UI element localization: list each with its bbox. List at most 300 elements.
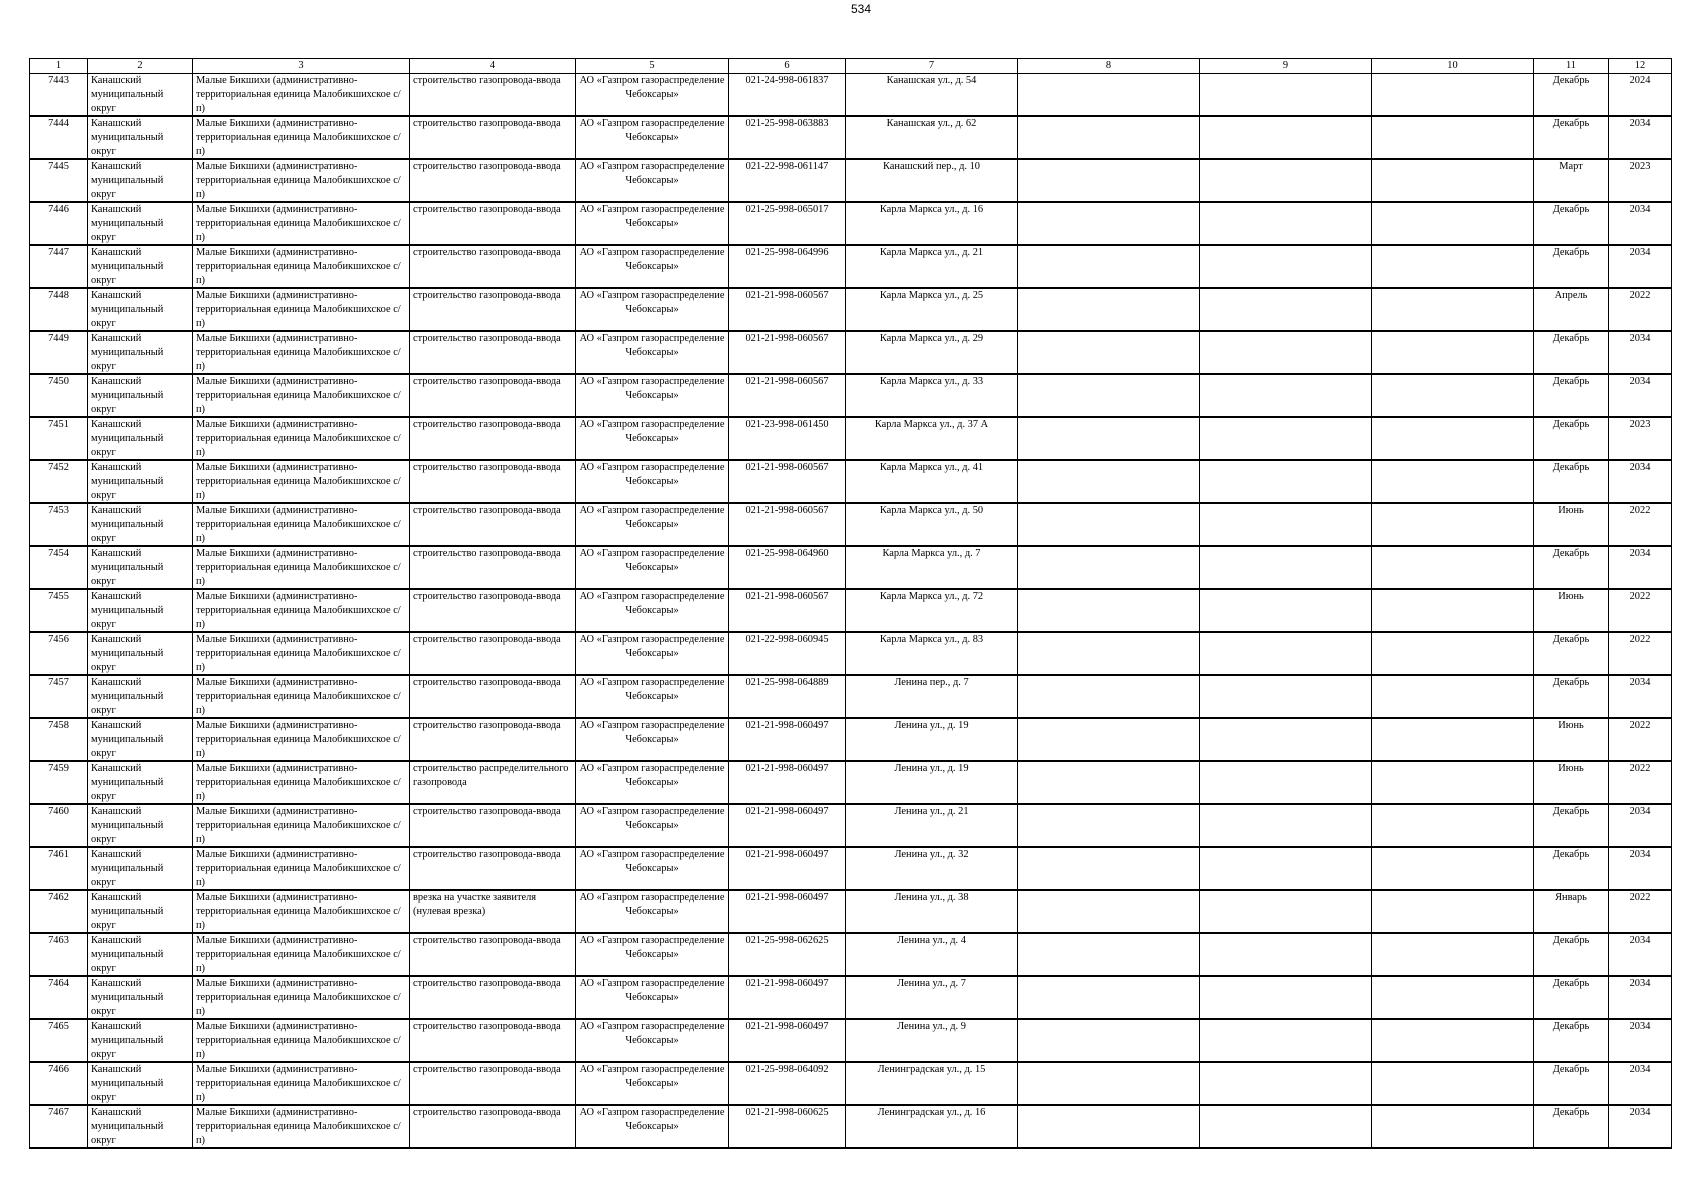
table-cell-col-3 xyxy=(193,1105,410,1148)
cell-text: 021-21-998-060497 xyxy=(745,978,829,989)
table-cell-col-5 xyxy=(576,718,729,761)
table-cell-col-9 xyxy=(1200,761,1372,804)
table-cell-col-12 xyxy=(1609,1019,1672,1062)
table-cell-col-2 xyxy=(88,976,193,1019)
table-cell-col-11 xyxy=(1534,245,1609,288)
cell-text: АО «Газпром газораспределение Чебоксары» xyxy=(579,1064,725,1089)
table-cell-col-9 xyxy=(1200,1105,1372,1148)
cell-text: Карла Маркса ул., д. 37 А xyxy=(874,419,989,430)
table-cell-col-6 xyxy=(729,632,846,675)
table-cell-col-4 xyxy=(410,245,576,288)
cell-text xyxy=(1375,590,1530,631)
page-number: 534 xyxy=(850,2,872,16)
cell-text: 021-25-998-064960 xyxy=(745,548,829,559)
table-cell-col-11 xyxy=(1534,546,1609,589)
cell-text: Декабрь xyxy=(1552,634,1590,645)
cell-text xyxy=(1203,1106,1368,1147)
table-cell-col-1 xyxy=(30,761,88,804)
table-cell-col-3 xyxy=(193,890,410,933)
table-cell-col-7 xyxy=(846,1062,1018,1105)
table-cell-col-7 xyxy=(846,74,1018,117)
table-cell-col-10 xyxy=(1372,1105,1534,1148)
table-cell-col-2 xyxy=(88,417,193,460)
table-cell-col-6 xyxy=(729,116,846,159)
table-cell-col-6 xyxy=(729,933,846,976)
cell-text xyxy=(1203,74,1368,115)
cell-text: 2022 xyxy=(1629,290,1651,301)
column-header-10: 10 xyxy=(1372,59,1534,74)
table-cell-col-11 xyxy=(1534,116,1609,159)
cell-text xyxy=(1203,1063,1368,1104)
cell-text: Малые Бикшихи (административно-территориальная единица Малобикшихское с/п) xyxy=(196,247,401,286)
table-cell-col-7 xyxy=(846,761,1018,804)
cell-text: АО «Газпром газораспределение Чебоксары» xyxy=(579,806,725,831)
table-cell-col-8 xyxy=(1018,718,1200,761)
cell-text: Малые Бикшихи (административно-территориальная единица Малобикшихское с/п) xyxy=(196,75,401,114)
table-cell-col-12 xyxy=(1609,976,1672,1019)
table-cell-col-9 xyxy=(1200,159,1372,202)
cell-text: Декабрь xyxy=(1552,548,1590,559)
cell-text: Июнь xyxy=(1558,505,1584,516)
cell-text: строительство газопровода-ввода xyxy=(413,505,561,516)
cell-text xyxy=(1021,934,1196,975)
cell-text xyxy=(1375,891,1530,932)
cell-text: Малые Бикшихи (административно-территориальная единица Малобикшихское с/п) xyxy=(196,505,401,544)
table-cell-col-5 xyxy=(576,1105,729,1148)
cell-text: Канашский муниципальный округ xyxy=(91,419,164,458)
cell-text: 7450 xyxy=(48,376,69,387)
table-cell-col-3 xyxy=(193,331,410,374)
table-cell-col-6 xyxy=(729,460,846,503)
table-cell-col-8 xyxy=(1018,374,1200,417)
cell-text: строительство газопровода-ввода xyxy=(413,935,561,946)
cell-text: 7444 xyxy=(48,118,69,129)
cell-text: Канашский муниципальный округ xyxy=(91,1107,164,1146)
cell-text xyxy=(1021,461,1196,502)
table-row xyxy=(30,1019,1672,1062)
cell-text: Малые Бикшихи (административно-территориальная единица Малобикшихское с/п) xyxy=(196,161,401,200)
table-cell-col-10 xyxy=(1372,847,1534,890)
table-cell-col-2 xyxy=(88,546,193,589)
table-cell-col-5 xyxy=(576,116,729,159)
table-cell-col-9 xyxy=(1200,675,1372,718)
cell-text: 2034 xyxy=(1629,849,1651,860)
cell-text: 021-21-998-060567 xyxy=(745,505,829,516)
table-cell-col-10 xyxy=(1372,116,1534,159)
cell-text: Карла Маркса ул., д. 33 xyxy=(879,376,984,387)
cell-text: Малые Бикшихи (административно-территориальная единица Малобикшихское с/п) xyxy=(196,677,401,716)
table-cell-col-12 xyxy=(1609,890,1672,933)
cell-text xyxy=(1021,590,1196,631)
cell-text: 021-23-998-061450 xyxy=(745,419,829,430)
cell-text xyxy=(1375,805,1530,846)
table-cell-col-10 xyxy=(1372,976,1534,1019)
table-row xyxy=(30,933,1672,976)
cell-text: Канашский муниципальный округ xyxy=(91,1064,164,1103)
table-cell-col-2 xyxy=(88,288,193,331)
cell-text: 021-21-998-060625 xyxy=(745,1107,829,1118)
table-cell-col-5 xyxy=(576,546,729,589)
cell-text: Карла Маркса ул., д. 25 xyxy=(879,290,984,301)
cell-text: АО «Газпром газораспределение Чебоксары» xyxy=(579,720,725,745)
table-cell-col-2 xyxy=(88,1019,193,1062)
table-cell-col-9 xyxy=(1200,116,1372,159)
cell-text: 021-21-998-060497 xyxy=(745,849,829,860)
table-cell-col-7 xyxy=(846,933,1018,976)
cell-text: Канашский муниципальный округ xyxy=(91,290,164,329)
table-cell-col-6 xyxy=(729,331,846,374)
table-cell-col-4 xyxy=(410,589,576,632)
table-cell-col-11 xyxy=(1534,460,1609,503)
cell-text: 2024 xyxy=(1629,75,1651,86)
cell-text: Малые Бикшихи (административно-территориальная единица Малобикшихское с/п) xyxy=(196,591,401,630)
table-cell-col-9 xyxy=(1200,933,1372,976)
table-cell-col-1 xyxy=(30,460,88,503)
cell-text: 7457 xyxy=(48,677,69,688)
cell-text: 021-21-998-060567 xyxy=(745,376,829,387)
table-cell-col-10 xyxy=(1372,890,1534,933)
column-header-6: 6 xyxy=(729,59,846,74)
cell-text: 7445 xyxy=(48,161,69,172)
cell-text: Канашский муниципальный округ xyxy=(91,505,164,544)
cell-text: 021-25-998-062625 xyxy=(745,935,829,946)
table-cell-col-8 xyxy=(1018,1105,1200,1148)
table-cell-col-11 xyxy=(1534,1062,1609,1105)
cell-text: строительство газопровода-ввода xyxy=(413,247,561,258)
cell-text xyxy=(1375,547,1530,588)
table-cell-col-2 xyxy=(88,847,193,890)
cell-text: Канашский муниципальный округ xyxy=(91,75,164,114)
cell-text xyxy=(1203,203,1368,244)
column-header-1: 1 xyxy=(30,59,88,74)
table-cell-col-3 xyxy=(193,804,410,847)
table-cell-col-1 xyxy=(30,890,88,933)
table-cell-col-2 xyxy=(88,1105,193,1148)
cell-text: Малые Бикшихи (административно-территориальная единица Малобикшихское с/п) xyxy=(196,634,401,673)
table-cell-col-3 xyxy=(193,761,410,804)
cell-text: 2034 xyxy=(1629,806,1651,817)
column-header-4: 4 xyxy=(410,59,576,74)
cell-text: 021-21-998-060497 xyxy=(745,892,829,903)
table-cell-col-12 xyxy=(1609,1105,1672,1148)
column-header-7: 7 xyxy=(846,59,1018,74)
table-cell-col-2 xyxy=(88,245,193,288)
table-cell-col-1 xyxy=(30,718,88,761)
cell-text xyxy=(1375,762,1530,803)
cell-text: 2034 xyxy=(1629,204,1651,215)
table-row xyxy=(30,804,1672,847)
cell-text: АО «Газпром газораспределение Чебоксары» xyxy=(579,634,725,659)
table-cell-col-12 xyxy=(1609,933,1672,976)
table-row xyxy=(30,890,1672,933)
table-row xyxy=(30,159,1672,202)
table-cell-col-7 xyxy=(846,804,1018,847)
table-cell-col-4 xyxy=(410,202,576,245)
cell-text: Канашский пер., д. 10 xyxy=(883,161,980,172)
cell-text: 7443 xyxy=(48,75,69,86)
table-cell-col-8 xyxy=(1018,546,1200,589)
table-cell-col-7 xyxy=(846,632,1018,675)
table-cell-col-6 xyxy=(729,1062,846,1105)
table-cell-col-8 xyxy=(1018,503,1200,546)
cell-text xyxy=(1375,504,1530,545)
table-cell-col-9 xyxy=(1200,890,1372,933)
cell-text: АО «Газпром газораспределение Чебоксары» xyxy=(579,161,725,186)
cell-text: Канашский муниципальный округ xyxy=(91,333,164,372)
table-row xyxy=(30,675,1672,718)
table-cell-col-7 xyxy=(846,718,1018,761)
table-cell-col-4 xyxy=(410,546,576,589)
cell-text xyxy=(1375,246,1530,287)
table-cell-col-3 xyxy=(193,847,410,890)
cell-text: Декабрь xyxy=(1552,247,1590,258)
table-cell-col-10 xyxy=(1372,288,1534,331)
table-cell-col-5 xyxy=(576,632,729,675)
table-cell-col-5 xyxy=(576,1062,729,1105)
table-cell-col-2 xyxy=(88,718,193,761)
table-cell-col-7 xyxy=(846,331,1018,374)
table-cell-col-5 xyxy=(576,890,729,933)
cell-text: 7448 xyxy=(48,290,69,301)
table-cell-col-5 xyxy=(576,74,729,117)
table-row xyxy=(30,74,1672,117)
table-cell-col-10 xyxy=(1372,632,1534,675)
cell-text: 021-22-998-061147 xyxy=(745,161,829,172)
table-cell-col-5 xyxy=(576,675,729,718)
cell-text xyxy=(1203,762,1368,803)
cell-text: Декабрь xyxy=(1552,806,1590,817)
table-cell-col-3 xyxy=(193,976,410,1019)
table-cell-col-4 xyxy=(410,933,576,976)
cell-text: строительство газопровода-ввода xyxy=(413,634,561,645)
table-cell-col-10 xyxy=(1372,1019,1534,1062)
table-cell-col-3 xyxy=(193,1062,410,1105)
cell-text: Карла Маркса ул., д. 7 xyxy=(882,548,981,559)
cell-text: строительство газопровода-ввода xyxy=(413,376,561,387)
table-cell-col-4 xyxy=(410,460,576,503)
table-row xyxy=(30,503,1672,546)
cell-text: строительство газопровода-ввода xyxy=(413,462,561,473)
table-cell-col-4 xyxy=(410,503,576,546)
cell-text xyxy=(1203,934,1368,975)
table-cell-col-5 xyxy=(576,374,729,417)
table-cell-col-10 xyxy=(1372,159,1534,202)
table-cell-col-6 xyxy=(729,503,846,546)
table-cell-col-2 xyxy=(88,159,193,202)
cell-text: Карла Маркса ул., д. 41 xyxy=(879,462,984,473)
cell-text: строительство газопровода-ввода xyxy=(413,849,561,860)
cell-text: строительство газопровода-ввода xyxy=(413,419,561,430)
cell-text: строительство газопровода-ввода xyxy=(413,290,561,301)
cell-text: Декабрь xyxy=(1552,75,1590,86)
table-cell-col-6 xyxy=(729,74,846,117)
table-cell-col-5 xyxy=(576,503,729,546)
cell-text xyxy=(1021,74,1196,115)
cell-text: 7465 xyxy=(48,1021,69,1032)
cell-text: 7459 xyxy=(48,763,69,774)
cell-text xyxy=(1021,160,1196,201)
cell-text: 2034 xyxy=(1629,118,1651,129)
cell-text xyxy=(1375,719,1530,760)
table-cell-col-4 xyxy=(410,374,576,417)
cell-text: строительство газопровода-ввода xyxy=(413,591,561,602)
cell-text: 2022 xyxy=(1629,892,1651,903)
table-cell-col-9 xyxy=(1200,74,1372,117)
cell-text: АО «Газпром газораспределение Чебоксары» xyxy=(579,247,725,272)
cell-text: АО «Газпром газораспределение Чебоксары» xyxy=(579,892,725,917)
cell-text xyxy=(1021,977,1196,1018)
table-cell-col-8 xyxy=(1018,675,1200,718)
table-body xyxy=(30,74,1672,1149)
cell-text: Ленина пер., д. 7 xyxy=(894,677,969,688)
table-cell-col-4 xyxy=(410,417,576,460)
table-cell-col-2 xyxy=(88,632,193,675)
table-cell-col-6 xyxy=(729,1019,846,1062)
cell-text: Декабрь xyxy=(1552,1064,1590,1075)
cell-text: Малые Бикшихи (административно-территориальная единица Малобикшихское с/п) xyxy=(196,118,401,157)
cell-text xyxy=(1203,590,1368,631)
cell-text xyxy=(1021,547,1196,588)
table-cell-col-11 xyxy=(1534,589,1609,632)
table-cell-col-11 xyxy=(1534,1019,1609,1062)
table-cell-col-12 xyxy=(1609,804,1672,847)
table-row xyxy=(30,245,1672,288)
cell-text: Ленина ул., д. 7 xyxy=(897,978,966,989)
cell-text xyxy=(1375,332,1530,373)
table-cell-col-5 xyxy=(576,460,729,503)
table-cell-col-12 xyxy=(1609,546,1672,589)
table-cell-col-5 xyxy=(576,417,729,460)
cell-text: АО «Газпром газораспределение Чебоксары» xyxy=(579,677,725,702)
cell-text xyxy=(1203,1020,1368,1061)
table-cell-col-8 xyxy=(1018,804,1200,847)
table-cell-col-3 xyxy=(193,503,410,546)
cell-text: 7467 xyxy=(48,1107,69,1118)
cell-text: Канашский муниципальный округ xyxy=(91,935,164,974)
cell-text: Канашский муниципальный округ xyxy=(91,247,164,286)
table-cell-col-1 xyxy=(30,589,88,632)
table-cell-col-7 xyxy=(846,976,1018,1019)
table-cell-col-3 xyxy=(193,116,410,159)
table-cell-col-4 xyxy=(410,288,576,331)
table-cell-col-7 xyxy=(846,417,1018,460)
cell-text: строительство газопровода-ввода xyxy=(413,720,561,731)
cell-text xyxy=(1203,805,1368,846)
cell-text xyxy=(1375,934,1530,975)
cell-text: Канашский муниципальный округ xyxy=(91,1021,164,1060)
table-cell-col-2 xyxy=(88,890,193,933)
cell-text: Апрель xyxy=(1554,290,1588,301)
cell-text xyxy=(1375,676,1530,717)
cell-text: 021-21-998-060567 xyxy=(745,591,829,602)
table-cell-col-7 xyxy=(846,1105,1018,1148)
column-header-9: 9 xyxy=(1200,59,1372,74)
table-cell-col-9 xyxy=(1200,288,1372,331)
cell-text: Малые Бикшихи (административно-территориальная единица Малобикшихское с/п) xyxy=(196,333,401,372)
table-cell-col-11 xyxy=(1534,417,1609,460)
cell-text: Малые Бикшихи (административно-территориальная единица Малобикшихское с/п) xyxy=(196,806,401,845)
table-cell-col-8 xyxy=(1018,761,1200,804)
table-cell-col-12 xyxy=(1609,331,1672,374)
cell-text: 2022 xyxy=(1629,505,1651,516)
cell-text: Ленина ул., д. 21 xyxy=(894,806,969,817)
table-cell-col-6 xyxy=(729,374,846,417)
table-cell-col-11 xyxy=(1534,675,1609,718)
cell-text: 021-21-998-060497 xyxy=(745,1021,829,1032)
cell-text: Декабрь xyxy=(1552,1107,1590,1118)
cell-text: 7451 xyxy=(48,419,69,430)
table-row xyxy=(30,288,1672,331)
table-cell-col-4 xyxy=(410,632,576,675)
table-cell-col-6 xyxy=(729,159,846,202)
table-cell-col-8 xyxy=(1018,245,1200,288)
table-cell-col-9 xyxy=(1200,546,1372,589)
cell-text xyxy=(1021,332,1196,373)
table-cell-col-6 xyxy=(729,675,846,718)
table-cell-col-7 xyxy=(846,159,1018,202)
cell-text: 7461 xyxy=(48,849,69,860)
cell-text: Канашский муниципальный округ xyxy=(91,677,164,716)
table-cell-col-12 xyxy=(1609,116,1672,159)
cell-text: Малые Бикшихи (административно-территориальная единица Малобикшихское с/п) xyxy=(196,462,401,501)
cell-text xyxy=(1375,74,1530,115)
table-cell-col-4 xyxy=(410,74,576,117)
table-cell-col-3 xyxy=(193,589,410,632)
cell-text: 7454 xyxy=(48,548,69,559)
cell-text xyxy=(1021,676,1196,717)
table-cell-col-2 xyxy=(88,761,193,804)
cell-text: Малые Бикшихи (административно-территориальная единица Малобикшихское с/п) xyxy=(196,978,401,1017)
cell-text: 2034 xyxy=(1629,376,1651,387)
cell-text: АО «Газпром газораспределение Чебоксары» xyxy=(579,591,725,616)
column-header-5: 5 xyxy=(576,59,729,74)
cell-text: 7449 xyxy=(48,333,69,344)
table-cell-col-8 xyxy=(1018,1062,1200,1105)
cell-text: АО «Газпром газораспределение Чебоксары» xyxy=(579,419,725,444)
cell-text: Малые Бикшихи (административно-территориальная единица Малобикшихское с/п) xyxy=(196,1021,401,1060)
cell-text xyxy=(1375,848,1530,889)
table-cell-col-2 xyxy=(88,202,193,245)
cell-text: строительство газопровода-ввода xyxy=(413,1064,561,1075)
cell-text xyxy=(1203,117,1368,158)
table-cell-col-10 xyxy=(1372,761,1534,804)
cell-text: 7462 xyxy=(48,892,69,903)
table-cell-col-11 xyxy=(1534,804,1609,847)
cell-text: 2022 xyxy=(1629,720,1651,731)
cell-text: Июнь xyxy=(1558,720,1584,731)
table-cell-col-4 xyxy=(410,1019,576,1062)
table-cell-col-6 xyxy=(729,288,846,331)
cell-text: 7446 xyxy=(48,204,69,215)
cell-text xyxy=(1203,504,1368,545)
table-cell-col-10 xyxy=(1372,933,1534,976)
cell-text: 2034 xyxy=(1629,333,1651,344)
table-cell-col-8 xyxy=(1018,159,1200,202)
cell-text: Ленинградская ул., д. 15 xyxy=(877,1064,986,1075)
table-cell-col-11 xyxy=(1534,976,1609,1019)
table-cell-col-9 xyxy=(1200,718,1372,761)
table-cell-col-5 xyxy=(576,1019,729,1062)
table-cell-col-11 xyxy=(1534,761,1609,804)
table-cell-col-5 xyxy=(576,245,729,288)
cell-text: строительство газопровода-ввода xyxy=(413,1107,561,1118)
cell-text: 7464 xyxy=(48,978,69,989)
cell-text: Малые Бикшихи (административно-территориальная единица Малобикшихское с/п) xyxy=(196,849,401,888)
table-cell-col-6 xyxy=(729,417,846,460)
cell-text: строительство газопровода-ввода xyxy=(413,75,561,86)
cell-text: Январь xyxy=(1555,892,1587,903)
cell-text xyxy=(1203,375,1368,416)
